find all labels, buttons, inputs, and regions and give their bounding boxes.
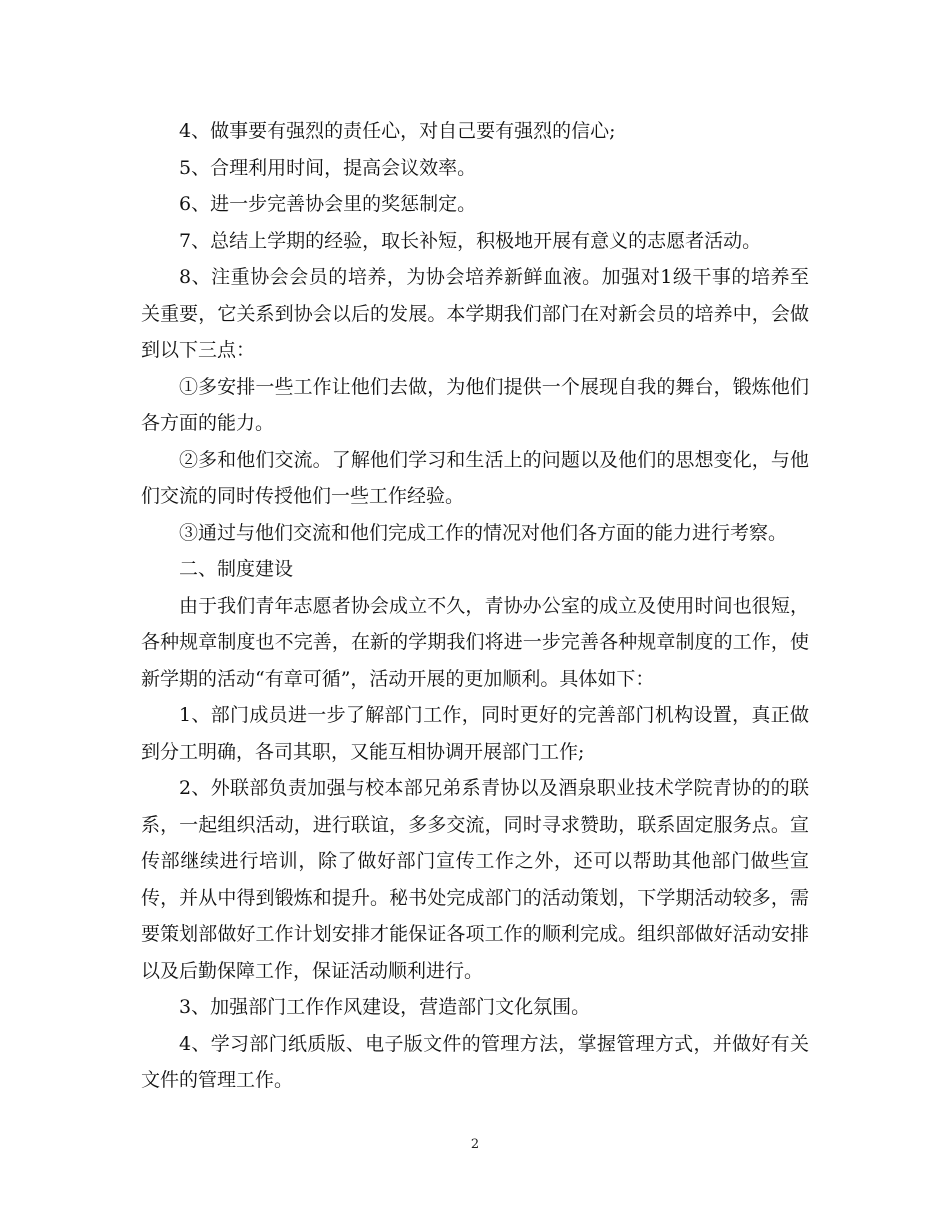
paragraph: 3、加强部门工作作风建设，营造部门文化氛围。 xyxy=(179,996,591,1018)
paragraph: 2、外联部负责加强与校本部兄弟系青协以及酒泉职业技术学院青协的的联系，一起组织活动，进行联谊，多多交流，同时寻求赞助，联系固定服务点。宣传部继续进行培训，除了做好部门宣传工作之外，还可以帮助其他部门做些宣传，并从中得到锻炼和提升。秘书处完成部门的活动策划，下学期活动较多，需要策划部做好工作计划安排才能保证各项工作的顺利完成。组织部做好活动安排以及后勤保障工作，保证活动顺利进行。 xyxy=(141,777,809,982)
paragraph: 4、做事要有强烈的责任心，对自己要有强烈的信心; xyxy=(179,120,616,142)
paragraph: 7、总结上学期的经验，取长补短，积极地开展有意义的志愿者活动。 xyxy=(179,229,762,252)
paragraph: 由于我们青年志愿者协会成立不久，青协办公室的成立及使用时间也很短，各种规章制度也不完善，在新的学期我们将进一步完善各种规章制度的工作，使新学期的活动“有章可循”，活动开展的更加顺利。具体如下： xyxy=(141,594,809,690)
paragraph: ③通过与他们交流和他们完成工作的情况对他们各方面的能力进行考察。 xyxy=(179,521,788,544)
page-number: 2 xyxy=(470,1137,480,1152)
paragraph: ①多安排一些工作让他们去做，为他们提供一个展现自我的舞台，锻炼他们各方面的能力。 xyxy=(141,375,809,434)
paragraph: 4、学习部门纸质版、电子版文件的管理方法，掌握管理方式，并做好有关文件的管理工作。 xyxy=(141,1032,809,1091)
paragraph: 6、进一步完善协会里的奖惩制定。 xyxy=(179,193,477,215)
paragraph: 8、注重协会会员的培养，为协会培养新鲜血液。加强对1级干事的培养至关重要，它关系到协会以后的发展。本学期我们部门在对新会员的培养中，会做到以下三点： xyxy=(141,266,809,361)
paragraph: 1、部门成员进一步了解部门工作，同时更好的完善部门机构设置，真正做到分工明确，各司其职，又能互相协调开展部门工作; xyxy=(141,704,809,763)
section-heading: 二、制度建设 xyxy=(179,558,294,580)
document-body xyxy=(141,113,809,1099)
paragraph: ②多和他们交流。了解他们学习和生活上的问题以及他们的思想变化，与他们交流的同时传授他们一些工作经验。 xyxy=(141,448,809,507)
paragraph: 5、合理利用时间，提高会议效率。 xyxy=(179,156,477,179)
